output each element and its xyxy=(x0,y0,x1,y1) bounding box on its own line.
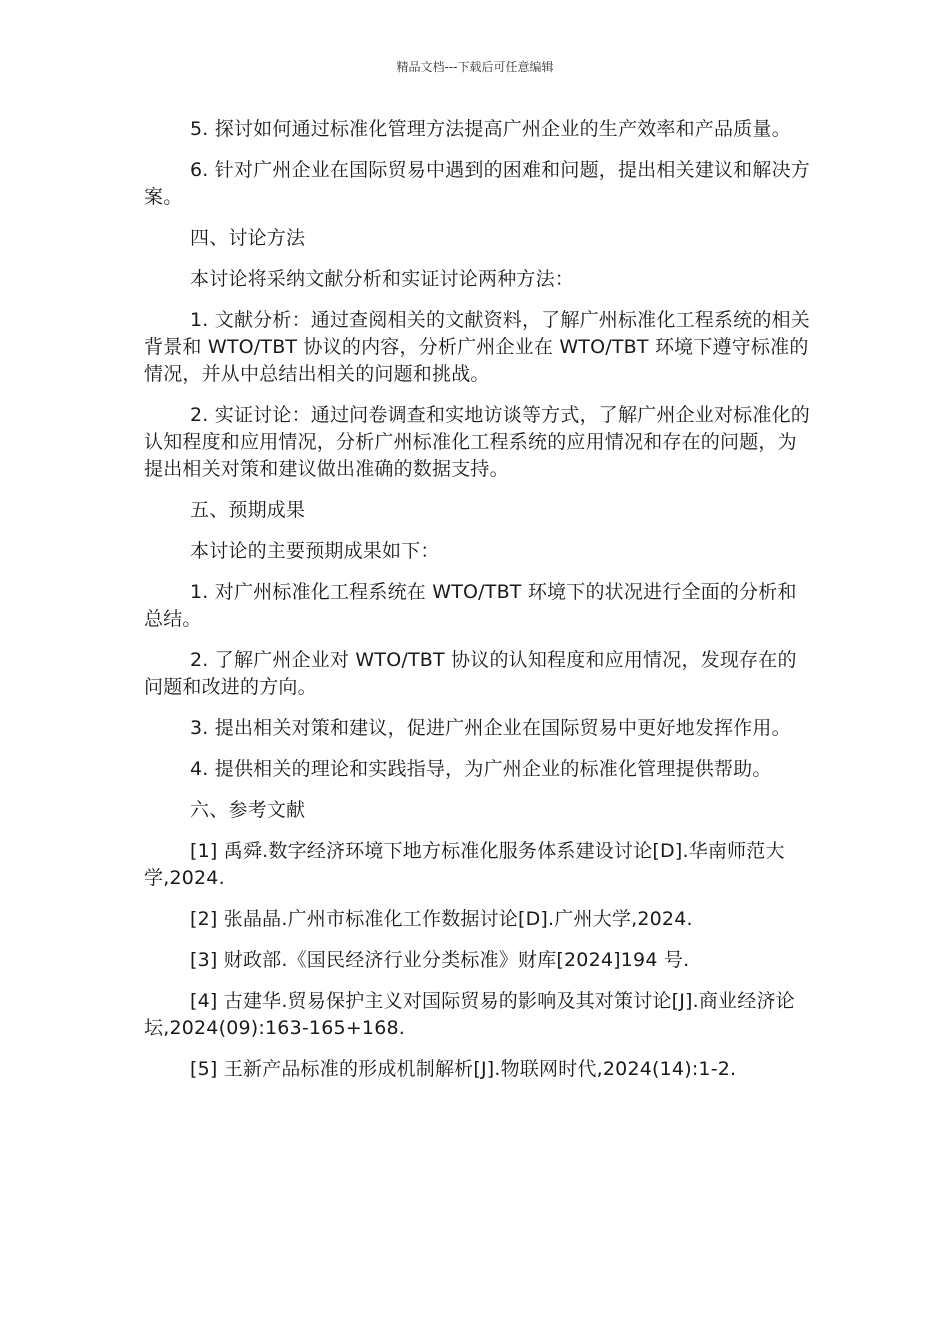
outcome-item-3: 3. 提出相关对策和建议，促进广州企业在国际贸易中更好地发挥作用。 xyxy=(190,717,791,739)
reference-item-4: [4] 古建华.贸易保护主义对国际贸易的影响及其对策讨论[J].商业经济论坛,2024(09):163-165+168. xyxy=(144,990,795,1039)
reference-item-3: [3] 财政部.《国民经济行业分类标准》财库[2024]194 号. xyxy=(190,949,690,971)
list-item-goal-6: 6. 针对广州企业在国际贸易中遇到的困难和问题，提出相关建议和解决方案。 xyxy=(144,159,810,208)
reference-item-5: [5] 王新产品标准的形成机制解析[J].物联网时代,2024(14):1-2. xyxy=(190,1058,737,1080)
page-header: 精品文档---下载后可任意编辑 xyxy=(396,60,554,74)
outcomes-intro: 本讨论的主要预期成果如下： xyxy=(190,540,440,562)
document-body xyxy=(144,116,810,1097)
list-item-goal-5: 5. 探讨如何通过标准化管理方法提高广州企业的生产效率和产品质量。 xyxy=(190,118,791,140)
section-heading-outcomes: 五、预期成果 xyxy=(190,499,306,521)
section-heading-references: 六、参考文献 xyxy=(190,799,306,821)
outcome-item-2: 2. 了解广州企业对 WTO/TBT 协议的认知程度和应用情况，发现存在的问题和改进的方向。 xyxy=(144,649,797,698)
methods-intro: 本讨论将采纳文献分析和实证讨论两种方法： xyxy=(190,268,575,290)
reference-item-2: [2] 张晶晶.广州市标准化工作数据讨论[D].广州大学,2024. xyxy=(190,908,693,930)
method-item-empirical: 2. 实证讨论：通过问卷调查和实地访谈等方式，了解广州企业对标准化的认知程度和应用情况，分析广州标准化工程系统的应用情况和存在的问题，为提出相关对策和建议做出准确的数据支持。 xyxy=(144,404,810,480)
outcome-item-1: 1. 对广州标准化工程系统在 WTO/TBT 环境下的状况进行全面的分析和总结。 xyxy=(144,581,797,630)
reference-item-1: [1] 禹舜.数字经济环境下地方标准化服务体系建设讨论[D].华南师范大学,2024. xyxy=(144,840,785,889)
method-item-literature: 1. 文献分析：通过查阅相关的文献资料，了解广州标准化工程系统的相关背景和 WTO/TBT 协议的内容，分析广州企业在 WTO/TBT 环境下遵守标准的情况，并从中总结出相关的问题和挑战。 xyxy=(144,309,810,385)
outcome-item-4: 4. 提供相关的理论和实践指导，为广州企业的标准化管理提供帮助。 xyxy=(190,758,772,780)
section-heading-methods: 四、讨论方法 xyxy=(190,227,306,249)
